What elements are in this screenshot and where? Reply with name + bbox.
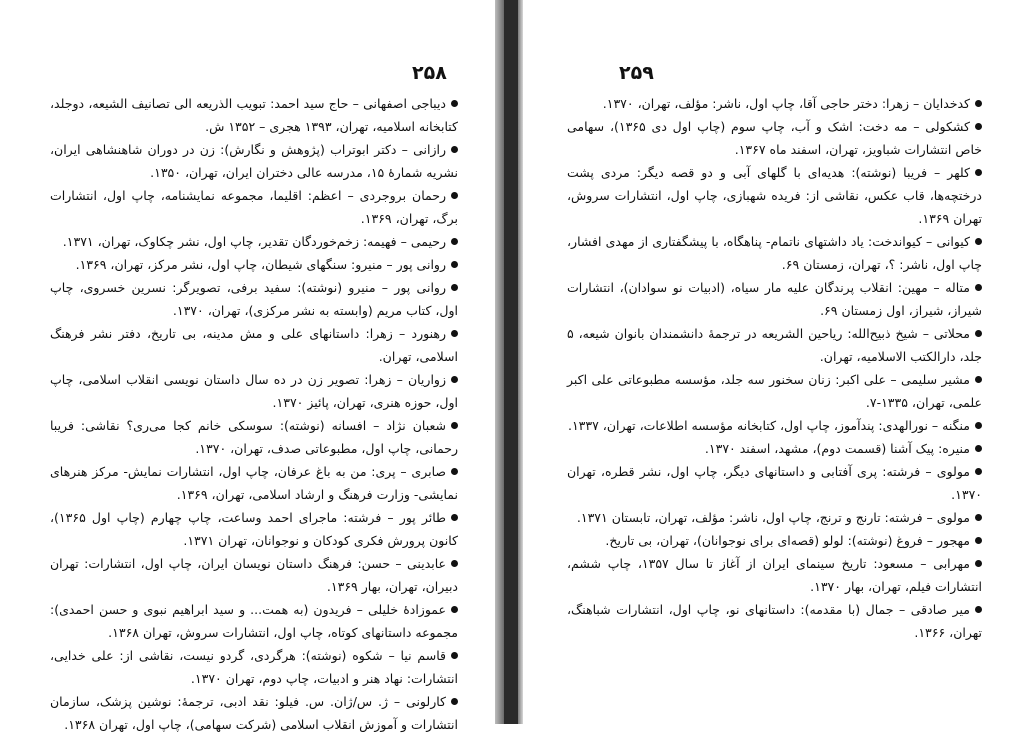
- bibliography-entry: [50, 552, 458, 598]
- bullet-icon: [975, 606, 982, 613]
- entry-text: منگنه – نورالهدی: پندآموز، چاپ اول، کتابخانه مؤسسه اطلاعات، تهران، ۱۳۳۷.: [567, 418, 970, 433]
- entry-text: متاله – مهین: انقلاب پرندگان علیه مار سیاه، (ادبیات نو سوادان)، انتشارات شیراز، شیراز، اول زمستان ۶۹.: [567, 280, 982, 318]
- bibliography-entry: [567, 437, 982, 460]
- bibliography-entry: [567, 506, 982, 529]
- bibliography-entry: [50, 276, 458, 322]
- bibliography-entry: [50, 92, 458, 138]
- bullet-icon: [451, 468, 458, 475]
- bullet-icon: [975, 169, 982, 176]
- bibliography-entry: [567, 322, 982, 368]
- bullet-icon: [451, 514, 458, 521]
- bibliography-entry: [567, 115, 982, 161]
- bullet-icon: [451, 376, 458, 383]
- book-gutter: [495, 0, 523, 724]
- entry-text: رازانی – دکتر ابوتراب (پژوهش و نگارش): زن در دوران شاهنشاهی ایران، نشریه شمارهٔ ۱۵، مدرسه عالی دختران ایران، تهران، ۱۳۵۰.: [50, 142, 458, 180]
- bibliography-entry: [567, 368, 982, 414]
- bibliography-entry: [50, 322, 458, 368]
- entry-text: کلهر – فریبا (نوشته): هدیه‌ای با گلهای آبی و دو قصه دیگر: مردی پشت درختچه‌ها، قاب عکس، نقاشی از: فریده شهبازی، چاپ اول، انتشارات سروش، تهران ۱۳۶۹.: [567, 165, 982, 226]
- entry-text: روانی پور – منیرو: سنگهای شیطان، چاپ اول، نشر مرکز، تهران، ۱۳۶۹.: [75, 257, 446, 272]
- page-number: ۲۵۹: [619, 62, 654, 84]
- bullet-icon: [451, 606, 458, 613]
- left-page: [0, 0, 495, 732]
- entry-text: شعبان نژاد – افسانه (نوشته): سوسکی خانم کجا می‌ری؟ نقاشی: فریبا رحمانی، چاپ اول، مطبوعاتی صدف، تهران، ۱۳۷۰.: [50, 418, 458, 456]
- bibliography-entry: [50, 644, 458, 690]
- bullet-icon: [975, 468, 982, 475]
- bullet-icon: [975, 123, 982, 130]
- bullet-icon: [975, 100, 982, 107]
- bibliography-entry: [567, 276, 982, 322]
- bibliography-entry: [567, 529, 982, 552]
- bibliography-entry: [50, 598, 458, 644]
- bullet-icon: [975, 422, 982, 429]
- bullet-icon: [451, 330, 458, 337]
- bibliography-entry: [50, 184, 458, 230]
- bullet-icon: [975, 514, 982, 521]
- bibliography-entry: [567, 552, 982, 598]
- bullet-icon: [975, 330, 982, 337]
- bullet-icon: [975, 445, 982, 452]
- bullet-icon: [451, 100, 458, 107]
- entry-text: دیباجی اصفهانی – حاج سید احمد: تبویب الذریعه الی تصانیف الشیعه، دوجلد، کتابخانه اسلامیه، تهران، ۱۳۹۳ هجری – ۱۳۵۲ ش.: [50, 96, 458, 134]
- page-edge-shadow: [495, 0, 504, 724]
- bibliography-list: [567, 92, 982, 644]
- bullet-icon: [451, 261, 458, 268]
- entry-text: رهنورد – زهرا: داستانهای علی و مش مدینه، بی تاریخ، دفتر نشر فرهنگ اسلامی، تهران.: [50, 326, 458, 364]
- bullet-icon: [451, 698, 458, 705]
- entry-text: رحیمی – فهیمه: زخم‌خوردگان تقدیر، چاپ اول، نشر چکاوک، تهران، ۱۳۷۱.: [62, 234, 446, 249]
- entry-text: زواریان – زهرا: تصویر زن در ده سال داستان نویسی انقلاب اسلامی، چاپ اول، حوزه هنری، تهران، پائیز ۱۳۷۰.: [50, 372, 458, 410]
- entry-text: رحمان بروجردی – اعظم: اقلیما، مجموعه نمایشنامه، چاپ اول، انتشارات برگ، تهران، ۱۳۶۹.: [50, 188, 458, 226]
- bibliography-entry: [50, 506, 458, 552]
- bullet-icon: [451, 652, 458, 659]
- bullet-icon: [451, 560, 458, 567]
- entry-text: منیره: پیک آشنا (قسمت دوم)، مشهد، اسفند ۱۳۷۰.: [704, 441, 970, 456]
- entry-text: مهرابی – مسعود: تاریخ سینمای ایران از آغاز تا سال ۱۳۵۷، چاپ ششم، انتشارات فیلم، تهران، بهار ۱۳۷۰.: [567, 556, 982, 594]
- bibliography-entry: [50, 690, 458, 736]
- bibliography-entry: [50, 253, 458, 276]
- bullet-icon: [451, 238, 458, 245]
- entry-text: مولوی – فرشته: تارنج و ترنج، چاپ اول، ناشر: مؤلف، تهران، تابستان ۱۳۷۱.: [576, 510, 970, 525]
- bibliography-entry: [567, 598, 982, 644]
- page-number: ۲۵۸: [412, 62, 447, 84]
- entry-text: میر صادقی – جمال (با مقدمه): داستانهای نو، چاپ اول، انتشارات شباهنگ، تهران، ۱۳۶۶.: [567, 602, 982, 640]
- entry-text: مولوی – فرشته: پری آفتابی و داستانهای دیگر، چاپ اول، نشر قطره، تهران ۱۳۷۰.: [567, 464, 982, 502]
- bibliography-entry: [567, 460, 982, 506]
- entry-text: قاسم نیا – شکوه (نوشته): هرگردی، گردو نیست، نقاشی از: علی خدایی، انتشارات: نهاد هنر و ادبیات، چاپ دوم، تهران ۱۳۷۰.: [50, 648, 458, 686]
- right-page: [523, 0, 1024, 724]
- bibliography-entry: [50, 230, 458, 253]
- entry-text: کدخدایان – زهرا: دختر حاجی آقا، چاپ اول، ناشر: مؤلف، تهران، ۱۳۷۰.: [602, 96, 970, 111]
- entry-text: عابدینی – حسن: فرهنگ داستان نویسان ایران، چاپ اول، انتشارات: تهران دبیران، تهران، بهار ۱۳۶۹.: [50, 556, 458, 594]
- bibliography-entry: [567, 161, 982, 230]
- entry-text: روانی پور – منیرو (نوشته): سفید برفی، تصویرگر: نسرین خسروی، چاپ اول، کتاب مریم (وابسته به نشر مرکزی)، تهران، ۱۳۷۰.: [50, 280, 458, 318]
- bullet-icon: [975, 537, 982, 544]
- entry-text: مهجور – فروغ (نوشته): لولو (قصه‌ای برای نوجوانان)، تهران، بی تاریخ.: [605, 533, 970, 548]
- bibliography-entry: [567, 92, 982, 115]
- bibliography-entry: [50, 414, 458, 460]
- entry-text: صابری – پری: من به باغ عرفان، چاپ اول، انتشارات نمایش- مرکز هنرهای نمایشی- وزارت فرهنگ و ارشاد اسلامی، تهران، ۱۳۶۹.: [50, 464, 458, 502]
- bullet-icon: [451, 422, 458, 429]
- bullet-icon: [451, 284, 458, 291]
- bullet-icon: [975, 238, 982, 245]
- bullet-icon: [975, 284, 982, 291]
- bibliography-entry: [50, 138, 458, 184]
- bibliography-entry: [567, 414, 982, 437]
- bibliography-list: [50, 92, 458, 736]
- entry-text: کارلونی – ژ. س/ژان. س. فیلو: نقد ادبی، ترجمهٔ: نوشین پزشک، سازمان انتشارات و آموزش انقلاب اسلامی (شرکت سهامی)، چاپ اول، تهران ۱۳۶۸.: [50, 694, 458, 732]
- bibliography-entry: [50, 460, 458, 506]
- bibliography-entry: [567, 230, 982, 276]
- bibliography-entry: [50, 368, 458, 414]
- entry-text: کشکولی – مه دخت: اشک و آب، چاپ سوم (چاپ اول دی ۱۳۶۵)، سهامی خاص انتشارات شباویز، تهران، اسفند ماه ۱۳۶۷.: [567, 119, 982, 157]
- entry-text: کیوانی – کیواندخت: یاد داشتهای ناتمام- پناهگاه، با پیشگفتاری از مهدی افشار، چاپ اول، ناشر: ؟، تهران، زمستان ۶۹.: [567, 234, 982, 272]
- bullet-icon: [451, 192, 458, 199]
- bullet-icon: [975, 560, 982, 567]
- entry-text: محلاتی – شیخ ذبیح‌الله: ریاحین الشریعه در ترجمهٔ دانشمندان بانوان شیعه، ۵ جلد، دارالکتب الاسلامیه، تهران.: [567, 326, 982, 364]
- entry-text: عموزادهٔ خلیلی – فریدون (به همت... و سید ابراهیم نبوی و حسن احمدی): مجموعه داستانهای کوتاه، چاپ اول، انتشارات سروش، تهران ۱۳۶۸.: [50, 602, 458, 640]
- bullet-icon: [975, 376, 982, 383]
- bullet-icon: [451, 146, 458, 153]
- entry-text: مشیر سلیمی – علی اکبر: زنان سخنور سه جلد، مؤسسه مطبوعاتی علی اکبر علمی، تهران، ۱۳۳۵-۷.: [567, 372, 982, 410]
- entry-text: طائر پور – فرشته: ماجرای احمد وساعت، چاپ چهارم (چاپ اول ۱۳۶۵)، کانون پرورش فکری کودکان و نوجوانان، تهران ۱۳۷۱.: [50, 510, 458, 548]
